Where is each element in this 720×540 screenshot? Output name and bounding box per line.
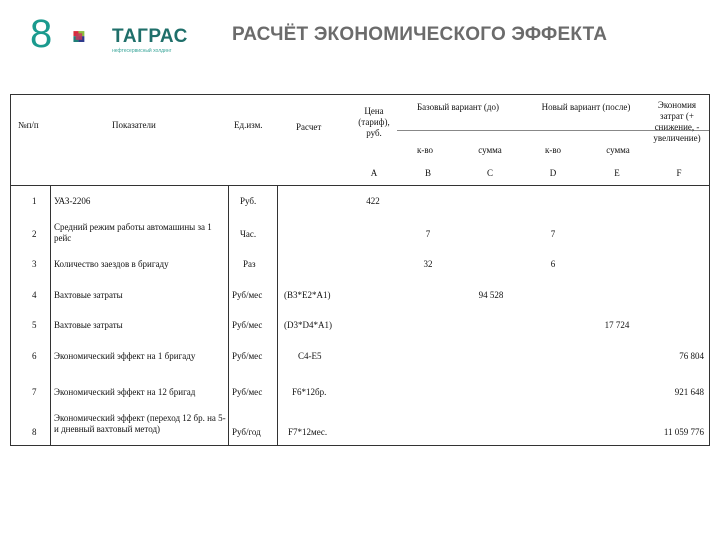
header-indicator: Показатели	[112, 120, 156, 130]
col-letter-c: C	[486, 168, 493, 178]
row-num: 2	[32, 229, 37, 239]
row-base-qty: 32	[423, 259, 433, 269]
col-letter-a: A	[370, 168, 378, 178]
row-calc: (D3*D4*A1)	[284, 320, 332, 330]
header-base: Базовый вариант (до)	[416, 102, 500, 112]
row-name: Вахтовые затраты	[54, 290, 123, 300]
logo-subtext: нефтесервисный холдинг	[112, 48, 172, 54]
page-title: РАСЧЁТ ЭКОНОМИЧЕСКОГО ЭФФЕКТА	[232, 24, 608, 45]
row-value: 921 648	[674, 387, 704, 397]
row-unit: Руб/мес	[232, 387, 263, 397]
row-base-qty: 7	[425, 229, 431, 239]
header-unit: Ед.изм.	[234, 120, 263, 130]
row-unit: Руб/мес	[232, 290, 263, 300]
row-new-qty: 7	[550, 229, 556, 239]
logo-text: ТАГРАС	[112, 26, 188, 47]
row-name: Вахтовые затраты	[54, 320, 123, 330]
row-num: 1	[32, 196, 37, 206]
header-new: Новый вариант (после)	[541, 102, 631, 112]
row-num: 7	[32, 387, 37, 397]
row-unit: Руб/мес	[232, 351, 263, 361]
row-num: 8	[32, 427, 37, 437]
row-calc: F6*12бр.	[292, 387, 327, 397]
row-name: Экономический эффект на 1 бригаду	[54, 351, 196, 361]
row-num: 3	[32, 259, 37, 269]
header-num: №п/п	[18, 120, 39, 130]
slide-number: 8	[30, 12, 53, 56]
header-economy: Экономия затрат (+ снижение, - увеличение)	[653, 100, 701, 143]
row-unit: Руб.	[240, 196, 257, 206]
row-unit: Руб/мес	[232, 320, 263, 330]
row-value: 11 059 776	[663, 427, 704, 437]
row-name: Экономический эффект на 12 бригад	[54, 387, 196, 397]
col-letter-f: F	[676, 168, 682, 178]
row-value: 422	[366, 196, 380, 206]
row-num: 5	[32, 320, 37, 330]
row-unit: Час.	[240, 229, 257, 239]
col-letter-e: E	[614, 168, 620, 178]
header-qty-base: к-во	[416, 145, 434, 155]
header-calc: Расчет	[296, 122, 322, 132]
header-qty-new: к-во	[544, 145, 562, 155]
row-name: УАЗ-2206	[54, 196, 91, 206]
row-num: 6	[32, 351, 37, 361]
row-calc: С4-Е5	[298, 351, 322, 361]
row-name: Количество заездов в бригаду	[54, 259, 169, 269]
header-price: Цена (тариф), руб.	[358, 106, 390, 138]
row-value: 17 724	[604, 320, 630, 330]
company-logo	[72, 18, 112, 58]
row-value: 76 804	[679, 351, 704, 361]
row-calc: F7*12мес.	[288, 427, 328, 437]
row-num: 4	[32, 290, 37, 300]
row-unit: Раз	[243, 259, 256, 269]
row-value: 94 528	[478, 290, 504, 300]
header-sum-new: сумма	[606, 145, 630, 155]
col-letter-b: B	[424, 168, 431, 178]
row-unit: Руб/год	[232, 427, 261, 437]
row-name: Средний режим работы автомашины за 1 рейс	[54, 222, 212, 243]
row-calc: (В3*Е2*А1)	[284, 290, 331, 300]
row-name: Экономический эффект (переход 12 бр. на 5-и дневный вахтовый метод)	[54, 413, 226, 434]
row-new-qty: 6	[550, 259, 556, 269]
col-letter-d: D	[549, 168, 557, 178]
header-sum-base: сумма	[478, 145, 502, 155]
